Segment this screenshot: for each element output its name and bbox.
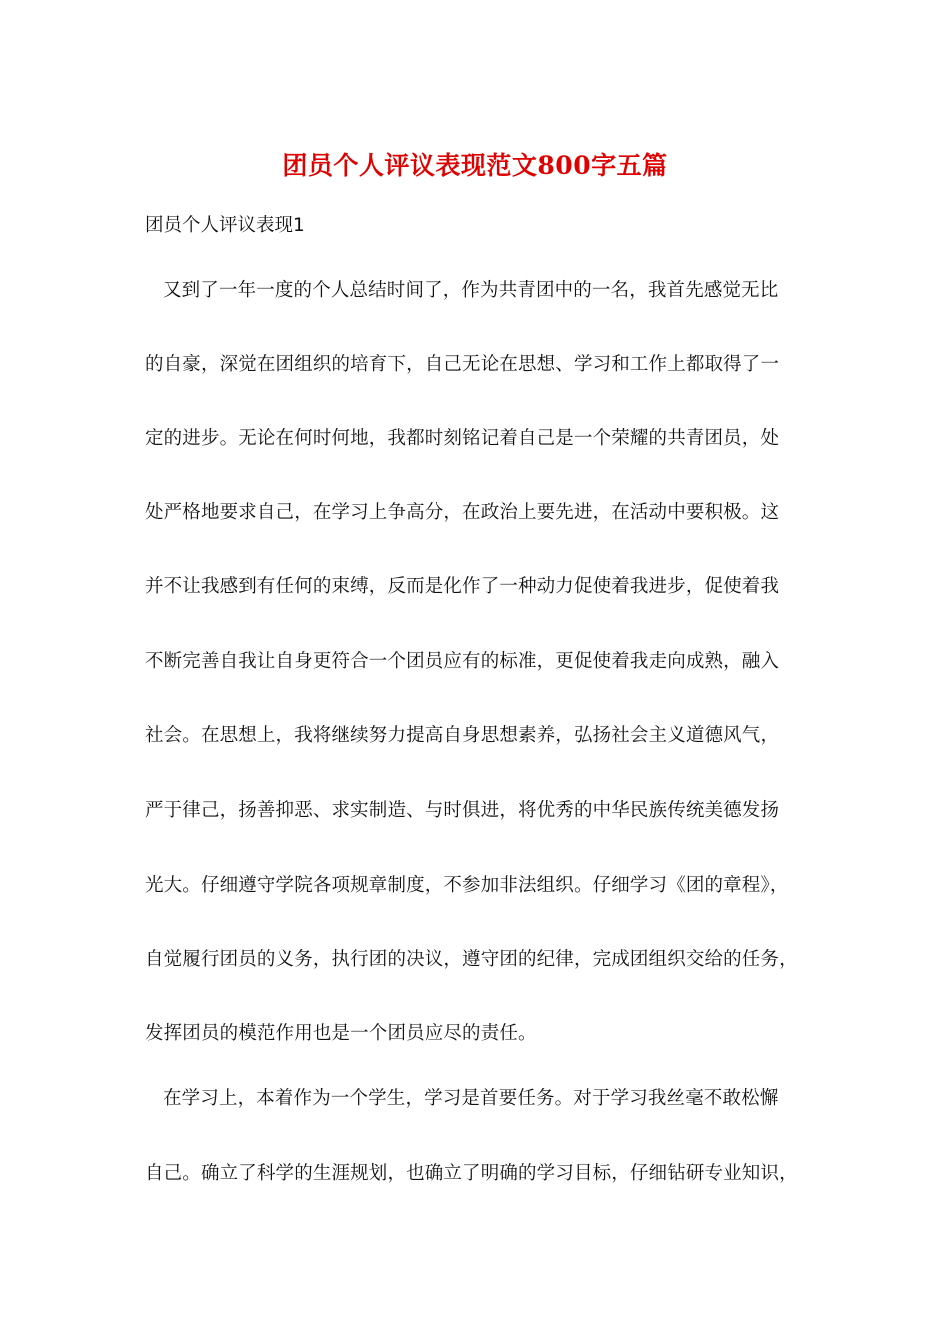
paragraph-line: 不断完善自我让自身更符合一个团员应有的标准，更促使着我走向成熟，融入 bbox=[145, 651, 780, 672]
paragraph-line: 自己。确立了科学的生涯规划，也确立了明确的学习目标，仔细钻研专业知识， bbox=[145, 1163, 798, 1184]
paragraph-line: 并不让我感到有任何的束缚，反而是化作了一种动力促使着我进步，促使着我 bbox=[145, 576, 780, 597]
document-title: 团员个人评议表现范文800字五篇 bbox=[282, 151, 668, 180]
paragraph-line: 又到了一年一度的个人总结时间了，作为共青团中的一名，我首先感觉无比 bbox=[163, 280, 779, 301]
paragraph-line: 光大。仔细遵守学院各项规章制度，不参加非法组织。仔细学习《团的章程》， bbox=[145, 875, 789, 896]
paragraph-line: 处严格地要求自己，在学习上争高分，在政治上要先进，在活动中要积极。这 bbox=[145, 502, 780, 523]
paragraph-line: 发挥团员的模范作用也是一个团员应尽的责任。 bbox=[145, 1023, 537, 1044]
paragraph-line: 社会。在思想上，我将继续努力提高自身思想素养，弘扬社会主义道德风气， bbox=[145, 725, 780, 746]
paragraph-line: 在学习上，本着作为一个学生，学习是首要任务。对于学习我丝毫不敢松懈 bbox=[163, 1088, 779, 1109]
paragraph-line: 的自豪，深觉在团组织的培育下，自己无论在思想、学习和工作上都取得了一 bbox=[145, 354, 780, 375]
paragraph-line: 定的进步。无论在何时何地，我都时刻铭记着自己是一个荣耀的共青团员，处 bbox=[145, 428, 780, 449]
paragraph-line: 自觉履行团员的义务，执行团的决议，遵守团的纪律，完成团组织交给的任务， bbox=[145, 949, 798, 970]
section-heading: 团员个人评议表现1 bbox=[145, 215, 305, 236]
paragraph-line: 严于律己，扬善抑恶、求实制造、与时俱进，将优秀的中华民族传统美德发扬 bbox=[145, 800, 780, 821]
